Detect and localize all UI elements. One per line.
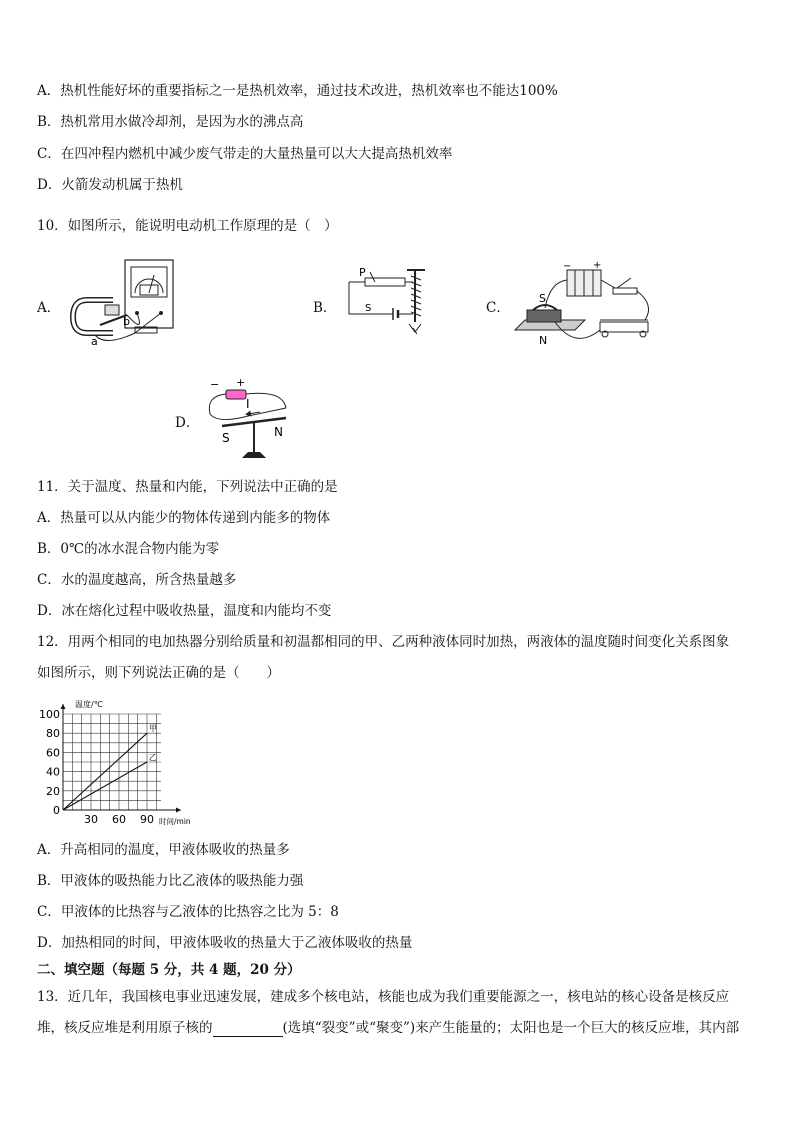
- fig-d-label-minus: −: [210, 378, 220, 391]
- q10-figure-c: [505, 260, 660, 355]
- chart-ticks: [39, 708, 154, 826]
- y-tick-label: 0: [53, 804, 60, 817]
- q9-option-b: B．热机常用水做冷却剂，是因为水的沸点高: [37, 114, 304, 130]
- q13-line2: [37, 1019, 739, 1037]
- q10-figure-a: [65, 255, 190, 350]
- y-tick-label: 40: [46, 765, 60, 779]
- q11-stem: 11．关于温度、热量和内能，下列说法中正确的是: [37, 479, 338, 495]
- y-axis-arrow: [61, 704, 66, 709]
- fig-c-label-plus: +: [593, 260, 602, 271]
- q11-option-b: B．0℃的冰水混合物内能为零: [37, 541, 220, 557]
- x-tick-label: 90: [140, 813, 154, 826]
- y-tick-label: 100: [39, 708, 60, 721]
- q10-label-a: A．: [37, 300, 61, 316]
- q12-option-c: C．甲液体的比热容与乙液体的比热容之比为 5：8: [37, 904, 339, 920]
- q10-figure-d: [198, 374, 298, 462]
- chart-x-axis-label: 时间/min: [159, 817, 191, 826]
- q13-answer-blank[interactable]: [213, 1022, 283, 1037]
- q10-stem: 10．如图所示，能说明电动机工作原理的是（ ）: [37, 218, 338, 234]
- series-label-jia: 甲: [149, 724, 157, 734]
- chart-series: [63, 724, 157, 810]
- section-fill-in-title: 二、填空题（每题 5 分，共 4 题，20 分）: [37, 962, 301, 978]
- q11-option-d: D．冰在熔化过程中吸收热量，温度和内能均不变: [37, 603, 332, 619]
- y-tick-label: 60: [46, 746, 60, 760]
- series-line-yi: [63, 762, 147, 810]
- fig-b-label-s: S: [365, 303, 372, 314]
- q12-option-d: D．加热相同的时间，甲液体吸收的热量大于乙液体吸收的热量: [37, 935, 413, 951]
- q10-label-b: B．: [313, 300, 337, 316]
- q13-line1: 13．近几年，我国核电事业迅速发展，建成多个核电站，核能也成为我们重要能源之一，核电站的核心设备是核反应: [37, 989, 730, 1005]
- q9-option-a: A．热机性能好坏的重要指标之一是热机效率，通过技术改进，热机效率也不能达100%: [37, 83, 558, 99]
- q13-line2-after: (选填“裂变”或“聚变”)来产生能量的；太阳也是一个巨大的核反应堆，其内部: [282, 1020, 740, 1036]
- fig-c-label-s: S: [539, 292, 546, 305]
- x-tick-label: 30: [84, 813, 98, 826]
- fig-a-label-a: a: [91, 335, 98, 348]
- fig-d-label-plus: +: [236, 376, 246, 389]
- q12-stem-line2: 如图所示，则下列说法正确的是（ ）: [37, 665, 280, 681]
- q10-figure-b: [335, 262, 440, 337]
- series-label-yi: 乙: [149, 753, 157, 762]
- x-tick-label: 60: [112, 813, 126, 826]
- fig-d-label-i: I: [246, 397, 250, 411]
- q10-label-d: D．: [175, 415, 200, 431]
- chart-y-axis-label: 温度/℃: [75, 700, 103, 709]
- fig-c-label-minus: −: [563, 261, 572, 272]
- fig-d-label-s: S: [222, 431, 230, 445]
- y-tick-label: 20: [46, 784, 60, 798]
- q9-option-c: C．在四冲程内燃机中减少废气带走的大量热量可以大大提高热机效率: [37, 146, 453, 162]
- x-axis-arrow: [176, 808, 181, 813]
- fig-d-label-n: N: [274, 425, 283, 439]
- q13-line2-before: 堆，核反应堆是利用原子核的: [37, 1020, 213, 1036]
- y-tick-label: 80: [46, 727, 60, 741]
- q12-temperature-chart: [35, 698, 210, 828]
- q12-stem-line1: 12．用两个相同的电加热器分别给质量和初温都相同的甲、乙两种液体同时加热，两液体的温度随时间变化关系图象: [37, 634, 730, 650]
- q9-option-d: D．火箭发动机属于热机: [37, 177, 183, 193]
- q11-option-c: C．水的温度越高，所含热量越多: [37, 572, 237, 588]
- q11-option-a: A．热量可以从内能少的物体传递到内能多的物体: [37, 510, 331, 526]
- fig-a-label-b: b: [123, 315, 130, 328]
- q12-option-b: B．甲液体的吸热能力比乙液体的吸热能力强: [37, 873, 304, 889]
- fig-b-label-p: P: [359, 266, 366, 279]
- fig-c-label-n: N: [539, 334, 548, 347]
- q12-option-a: A．升高相同的温度，甲液体吸收的热量多: [37, 842, 290, 858]
- q10-label-c: C．: [486, 300, 510, 316]
